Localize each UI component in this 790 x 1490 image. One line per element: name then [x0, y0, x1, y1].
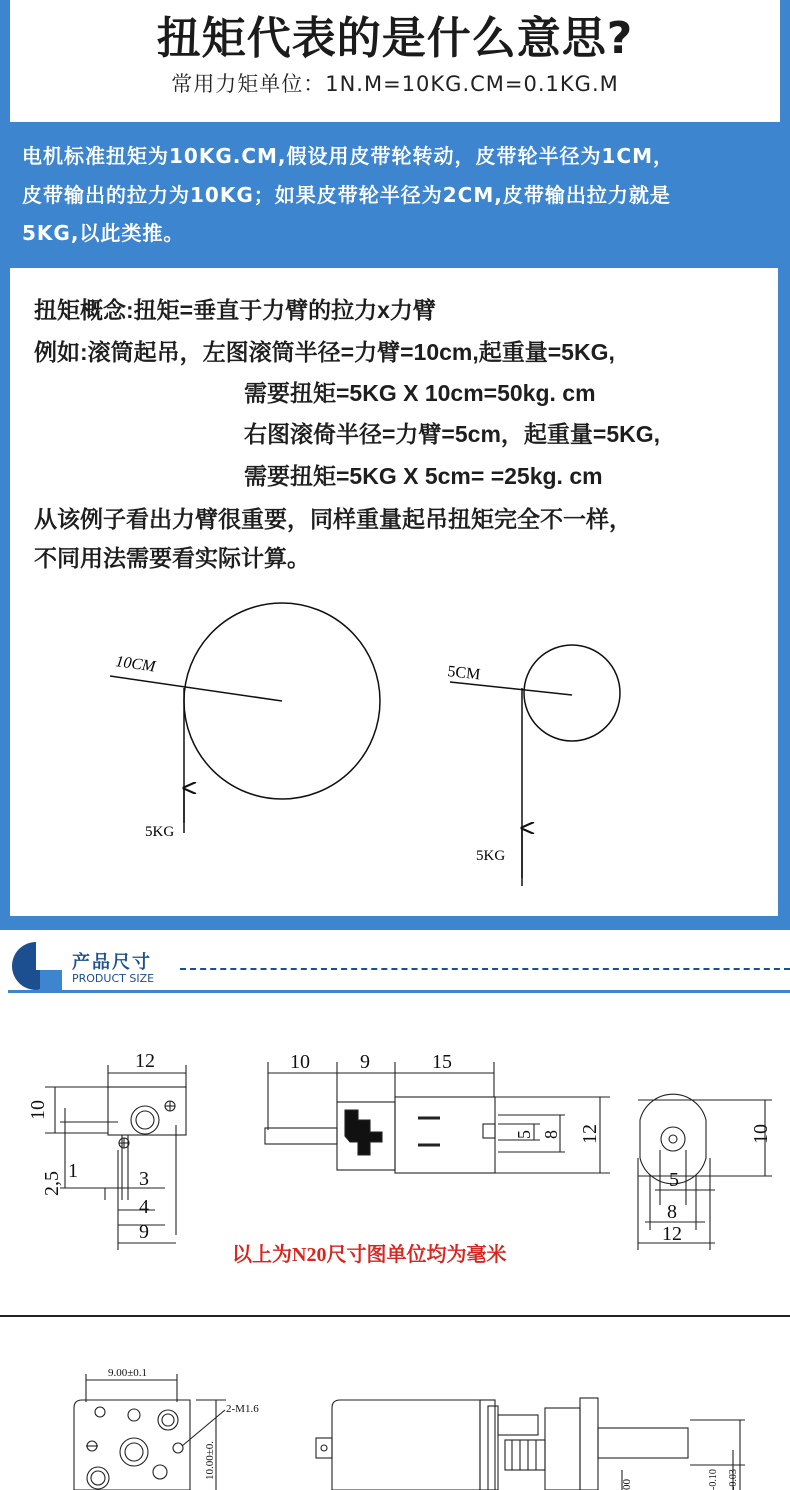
- dim-label: 2,5: [41, 1171, 63, 1196]
- product-size-logo-icon: [10, 940, 66, 992]
- dim-label: 9: [360, 1051, 370, 1073]
- page-title: 扭矩代表的是什么意思?: [156, 13, 634, 64]
- header-box: [10, 0, 780, 122]
- concept-panel: [10, 268, 778, 916]
- dim-label: 9: [139, 1221, 149, 1243]
- concept-line: 扭矩概念:扭矩=垂直于力臂的拉力x力臂: [34, 297, 436, 323]
- dimension-drawings: [0, 1040, 790, 1255]
- dim-label: 12: [662, 1223, 682, 1245]
- dim-label: 12: [135, 1050, 155, 1072]
- tolerance-label: 00: [621, 1479, 633, 1490]
- dim-label: 15: [432, 1051, 452, 1073]
- dashed-rule: [180, 968, 790, 970]
- concept-line: 不同用法需要看实际计算。: [34, 545, 310, 571]
- right-radius-arrow: [450, 682, 572, 695]
- concept-line: 例如:滚筒起吊，左图滚筒半径=力臂=10cm,起重量=5KG,: [34, 339, 615, 365]
- dim-label: 10: [27, 1100, 49, 1120]
- dim-label: 4: [139, 1196, 149, 1218]
- intro-line: 5KG,以此类推。: [22, 221, 185, 245]
- right-load-label: 5KG: [476, 848, 506, 864]
- dim-label: 5: [514, 1130, 534, 1139]
- intro-line: 皮带输出的拉力为10KG；如果皮带轮半径为2CM,皮带输出拉力就是: [22, 183, 671, 207]
- concept-line: 从该例子看出力臂很重要，同样重量起吊扭矩完全不一样，: [34, 506, 632, 532]
- hole-callout-label: 2-M1.6: [226, 1403, 259, 1415]
- right-radius-label: 5CM: [446, 663, 482, 684]
- product-size-title: 产品尺寸: [72, 952, 152, 973]
- dim-label: 1: [68, 1160, 78, 1182]
- section-rule: [8, 990, 790, 993]
- left-radius-arrow: [110, 676, 282, 701]
- concept-line: 需要扭矩=5KG X 5cm= =25kg. cm: [244, 463, 603, 489]
- dim-label: 12: [579, 1124, 601, 1144]
- tolerance-label: -0.03: [728, 1469, 739, 1490]
- end-view: [638, 1094, 772, 1250]
- tolerance-label: -0.10: [708, 1469, 719, 1490]
- dim-label: 8: [541, 1130, 561, 1139]
- dim-label: 5: [669, 1169, 679, 1191]
- dim-label: 10: [750, 1124, 772, 1144]
- side-view: [265, 1062, 610, 1173]
- product-size-subtitle: PRODUCT SIZE: [72, 972, 155, 985]
- dim-label: 10: [290, 1051, 310, 1073]
- section-divider: [0, 1315, 790, 1317]
- width-tolerance-label: 9.00±0.1: [108, 1367, 148, 1379]
- concept-line: 需要扭矩=5KG X 10cm=50kg. cm: [244, 380, 596, 406]
- dim-label: 8: [667, 1201, 677, 1223]
- technical-drawing-2: [0, 1360, 790, 1490]
- height-tolerance-label: 10.00±0.: [204, 1440, 216, 1480]
- page-subtitle: 常用力矩单位：1N.M=10KG.CM=0.1KG.M: [171, 72, 619, 96]
- concept-line: 右图滚倚半径=力臂=5cm，起重量=5KG,: [244, 421, 661, 447]
- pulley-diagram: [10, 268, 778, 916]
- dim-label: 3: [139, 1168, 149, 1190]
- intro-line: 电机标准扭矩为10KG.CM,假设用皮带轮转动，皮带轮半径为1CM，: [22, 144, 675, 168]
- unit-note: 以上为N20尺寸图单位均为毫米: [232, 1244, 507, 1266]
- left-load-label: 5KG: [145, 824, 175, 840]
- left-radius-label: 10CM: [114, 653, 157, 676]
- front-view: [45, 1065, 186, 1250]
- right-pulley: [524, 645, 620, 741]
